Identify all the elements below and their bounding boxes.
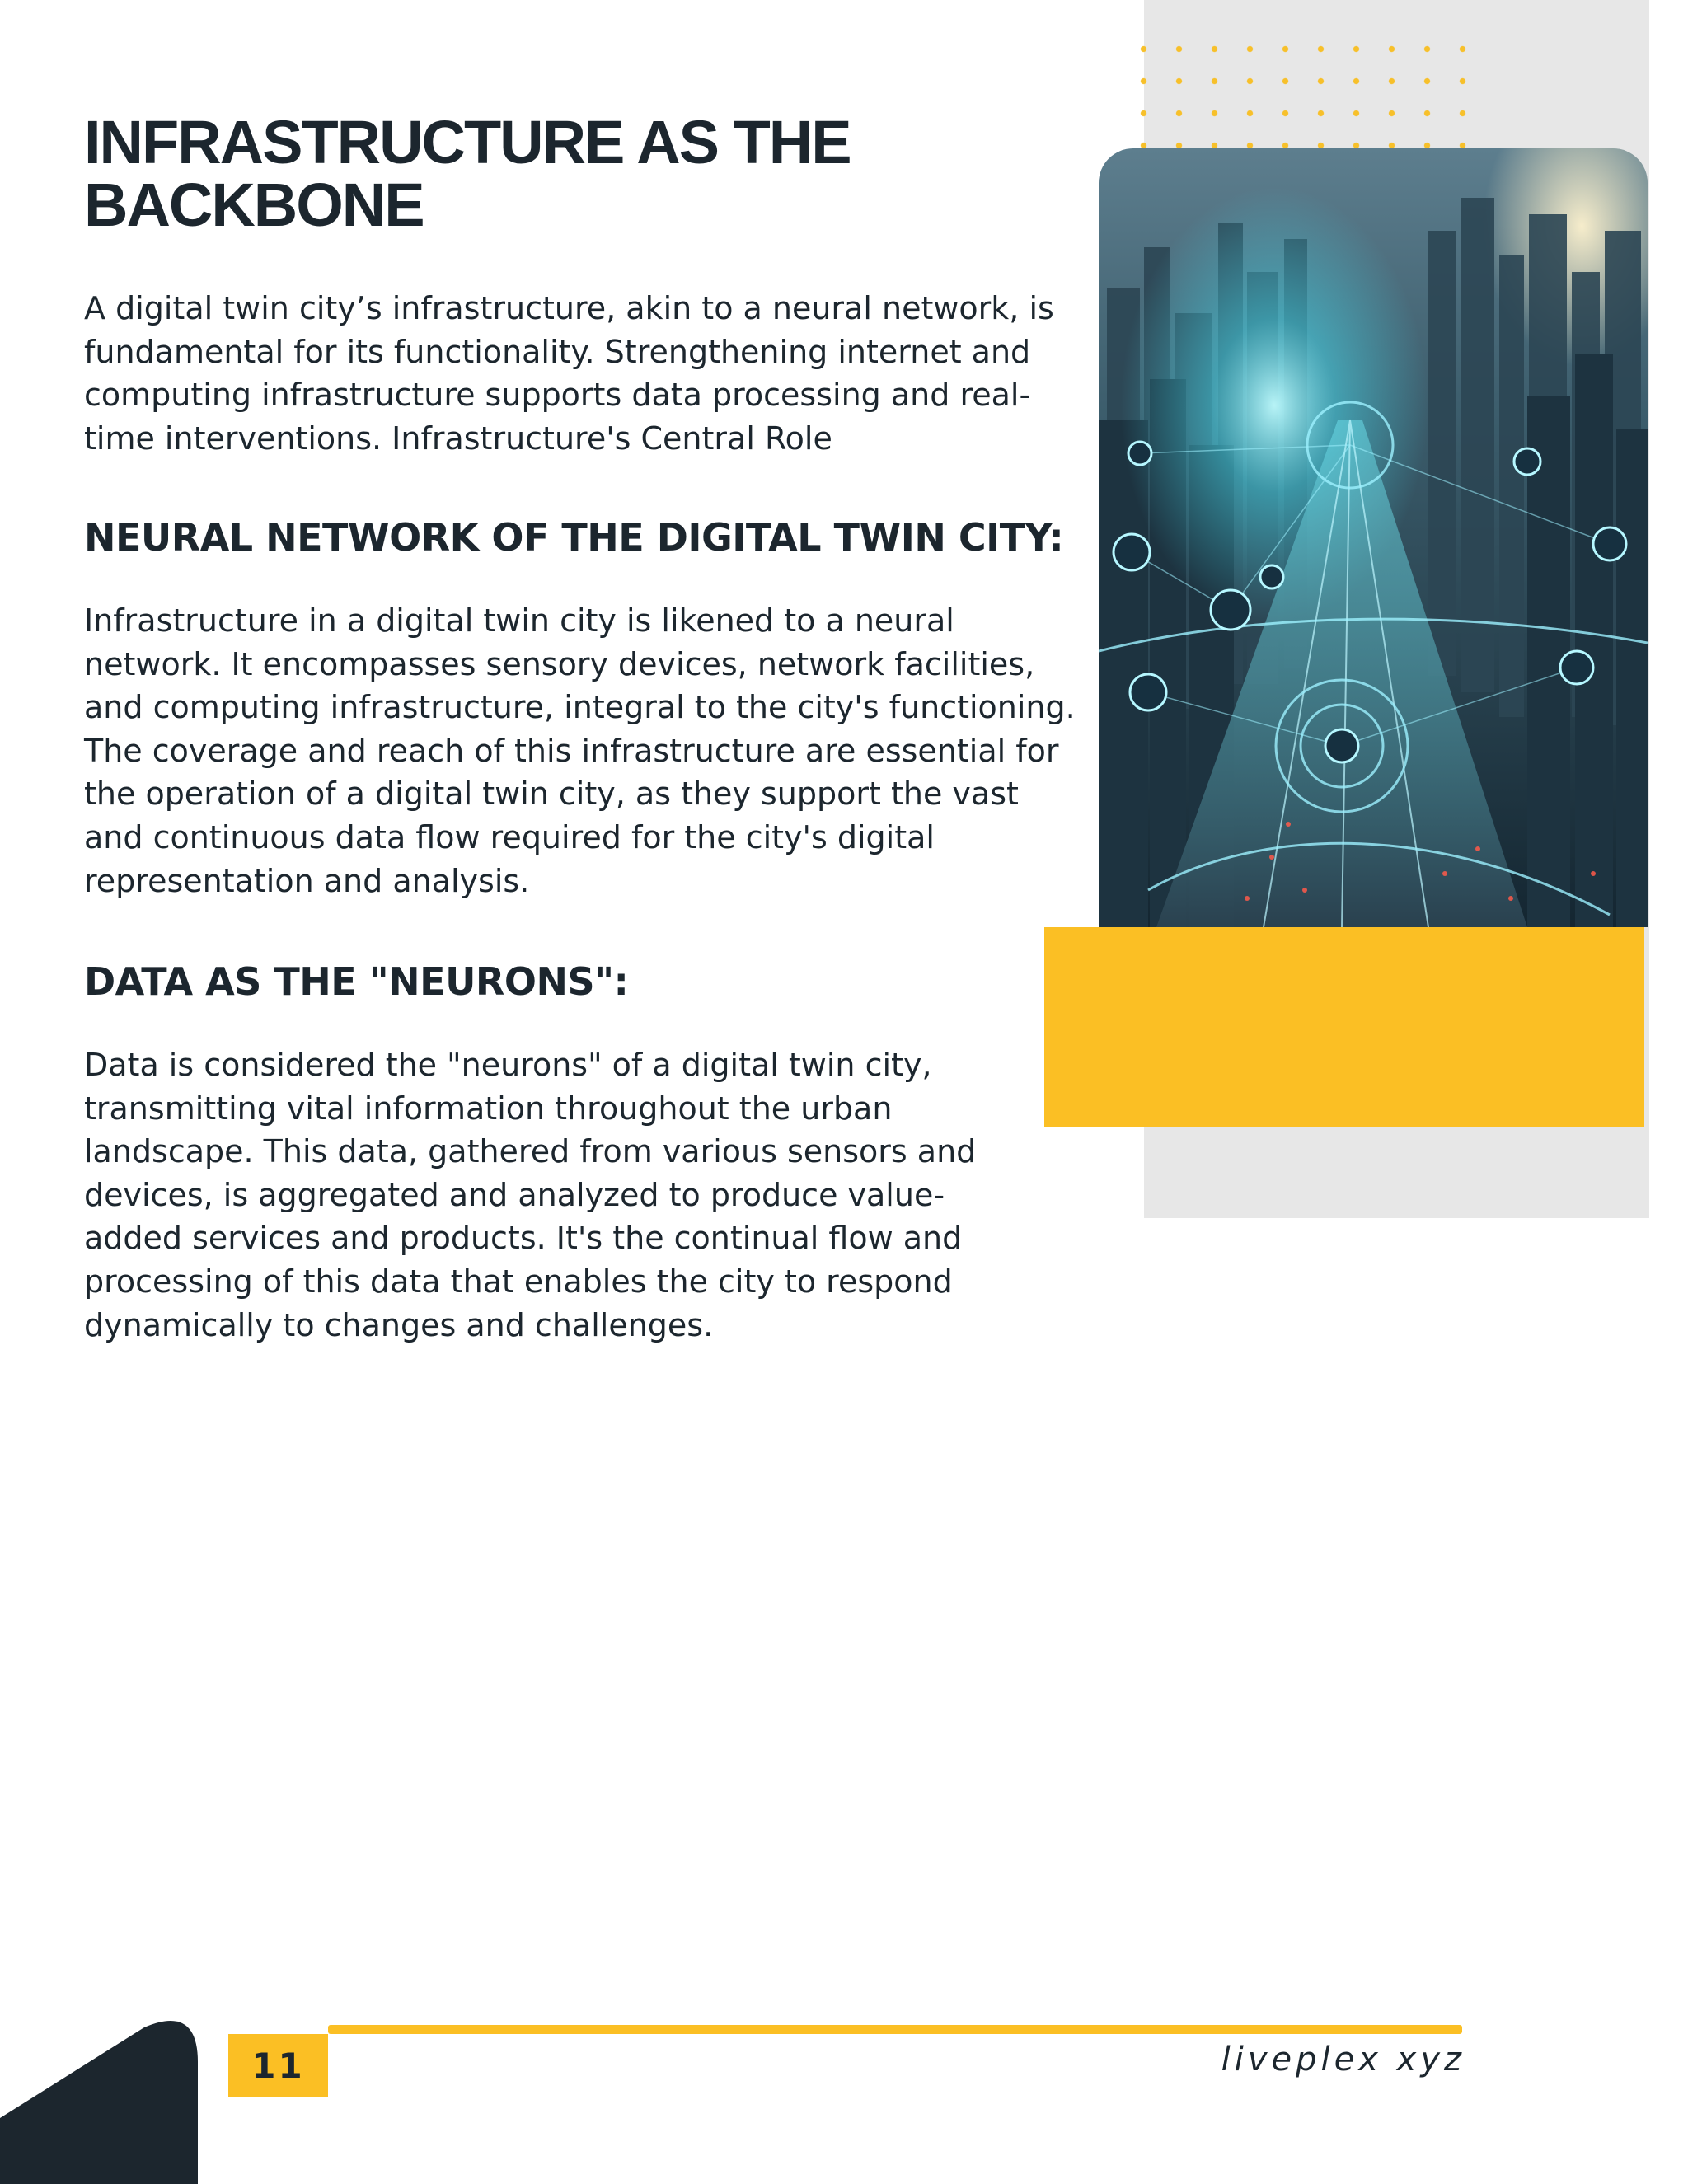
data-neurons-paragraph bbox=[84, 1043, 1114, 1347]
text-line: processing of this data that enables the city to respond bbox=[84, 1263, 953, 1300]
text-line: time interventions. Infrastructure's Central Role bbox=[84, 419, 832, 457]
page-title-line: INFRASTRUCTURE AS THE bbox=[84, 108, 851, 176]
text-line: Data is considered the "neurons" of a digital twin city, bbox=[84, 1047, 932, 1083]
dot-grid-decoration bbox=[1126, 33, 1472, 157]
text-line: network. It encompasses sensory devices, network facilities, bbox=[84, 645, 1035, 682]
footer-brand: liveplex xyz bbox=[1221, 2041, 1465, 2079]
page-title-line: BACKBONE bbox=[84, 171, 424, 239]
intro-paragraph bbox=[84, 287, 1114, 460]
text-line: the operation of a digital twin city, as they support the vast bbox=[84, 776, 1019, 813]
page-title bbox=[84, 108, 1073, 239]
text-line: fundamental for its functionality. Strengthening internet and bbox=[84, 333, 1031, 370]
page-number: 11 bbox=[228, 2034, 328, 2097]
text-line: The coverage and reach of this infrastructure are essential for bbox=[84, 732, 1059, 769]
text-line: representation and analysis. bbox=[84, 862, 530, 899]
text-line: added services and products. It's the continual flow and bbox=[84, 1220, 963, 1257]
text-line: dynamically to changes and challenges. bbox=[84, 1306, 714, 1343]
text-line: and continuous data flow required for the city's digital bbox=[84, 818, 935, 855]
text-line: landscape. This data, gathered from various sensors and bbox=[84, 1133, 977, 1170]
section-heading-data-neurons: DATA AS THE "NEURONS": bbox=[84, 959, 629, 1004]
smart-city-image bbox=[1099, 148, 1648, 927]
neural-network-paragraph bbox=[84, 599, 1114, 902]
text-line: Infrastructure in a digital twin city is likened to a neural bbox=[84, 602, 954, 639]
accent-yellow-block bbox=[1044, 927, 1644, 1127]
text-line: computing infrastructure supports data processing and real- bbox=[84, 377, 1031, 414]
footer-corner-shape bbox=[0, 2021, 198, 2184]
text-line: and computing infrastructure, integral to the city's functioning. bbox=[84, 689, 1076, 726]
footer-rule bbox=[328, 2025, 1462, 2034]
text-line: A digital twin city’s infrastructure, akin to a neural network, is bbox=[84, 290, 1054, 326]
text-line: transmitting vital information throughout the urban bbox=[84, 1090, 893, 1127]
section-heading-neural-network: NEURAL NETWORK OF THE DIGITAL TWIN CITY: bbox=[84, 515, 1064, 560]
text-line: devices, is aggregated and analyzed to produce value- bbox=[84, 1176, 945, 1213]
